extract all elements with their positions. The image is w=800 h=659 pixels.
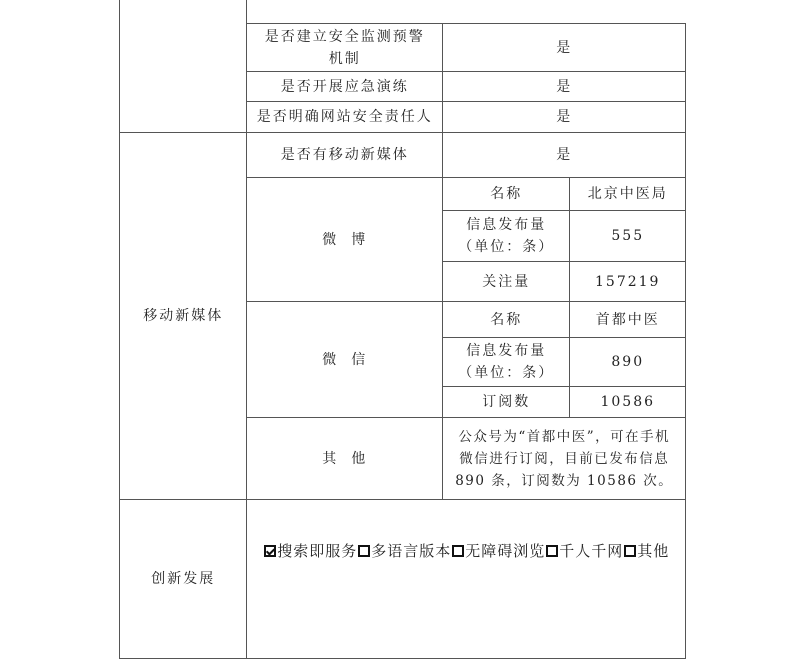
weibo-posts-label xyxy=(442,210,570,262)
innovation-options xyxy=(263,540,669,562)
description-line: 微信进行订阅，目前已发布信息 xyxy=(459,450,670,467)
label-line: 机制 xyxy=(328,50,361,67)
option-checkbox[interactable] xyxy=(452,545,464,557)
has-mobile-label: 是否有移动新媒体 xyxy=(246,132,443,178)
weixin-posts-label xyxy=(442,337,570,387)
blank-section-cell xyxy=(119,0,247,133)
weixin-subs-label: 订阅数 xyxy=(442,386,570,418)
label-line: 信息发布量 xyxy=(466,217,547,234)
weixin-posts: 890 xyxy=(569,337,686,387)
weibo-name: 北京中医局 xyxy=(569,177,686,211)
weibo-posts: 555 xyxy=(569,210,686,262)
other-label: 其 他 xyxy=(246,417,443,500)
weibo-followers-label: 关注量 xyxy=(442,261,570,302)
description-line: 890 条，订阅数为 10586 次。 xyxy=(455,472,674,489)
drill-label: 是否开展应急演练 xyxy=(246,71,443,102)
option-label: 无障碍浏览 xyxy=(465,542,546,561)
weibo-label: 微 博 xyxy=(246,177,443,302)
innovation-options-cell xyxy=(246,499,686,659)
weibo-followers: 157219 xyxy=(569,261,686,302)
label-line: 是否建立安全监测预警 xyxy=(264,28,425,45)
label-line: （单位：条） xyxy=(458,365,555,382)
responsible-label: 是否明确网站安全责任人 xyxy=(246,101,443,133)
description-line: 公众号为“首都中医”，可在手机 xyxy=(458,428,671,445)
option-checkbox[interactable] xyxy=(358,545,370,557)
option-checkbox[interactable] xyxy=(624,545,636,557)
innovation-section-label: 创新发展 xyxy=(119,499,247,659)
weixin-name-label: 名称 xyxy=(442,301,570,338)
weibo-name-label: 名称 xyxy=(442,177,570,211)
option-label: 其他 xyxy=(637,542,670,561)
responsible-value: 是 xyxy=(442,101,686,133)
option-checkbox[interactable] xyxy=(546,545,558,557)
label-line: （单位：条） xyxy=(458,239,555,256)
monitoring-value: 是 xyxy=(442,23,686,72)
label-line: 信息发布量 xyxy=(466,343,547,360)
option-checkbox[interactable] xyxy=(264,545,276,557)
mobile-section-label: 移动新媒体 xyxy=(119,132,247,500)
other-description xyxy=(442,417,686,500)
drill-value: 是 xyxy=(442,71,686,102)
weixin-label: 微 信 xyxy=(246,301,443,418)
monitoring-label xyxy=(246,23,443,72)
has-mobile-value: 是 xyxy=(442,132,686,178)
option-label: 搜索即服务 xyxy=(277,542,358,561)
weixin-subs: 10586 xyxy=(569,386,686,418)
option-label: 多语言版本 xyxy=(371,542,452,561)
weixin-name: 首都中医 xyxy=(569,301,686,338)
option-label: 千人千网 xyxy=(559,542,624,561)
